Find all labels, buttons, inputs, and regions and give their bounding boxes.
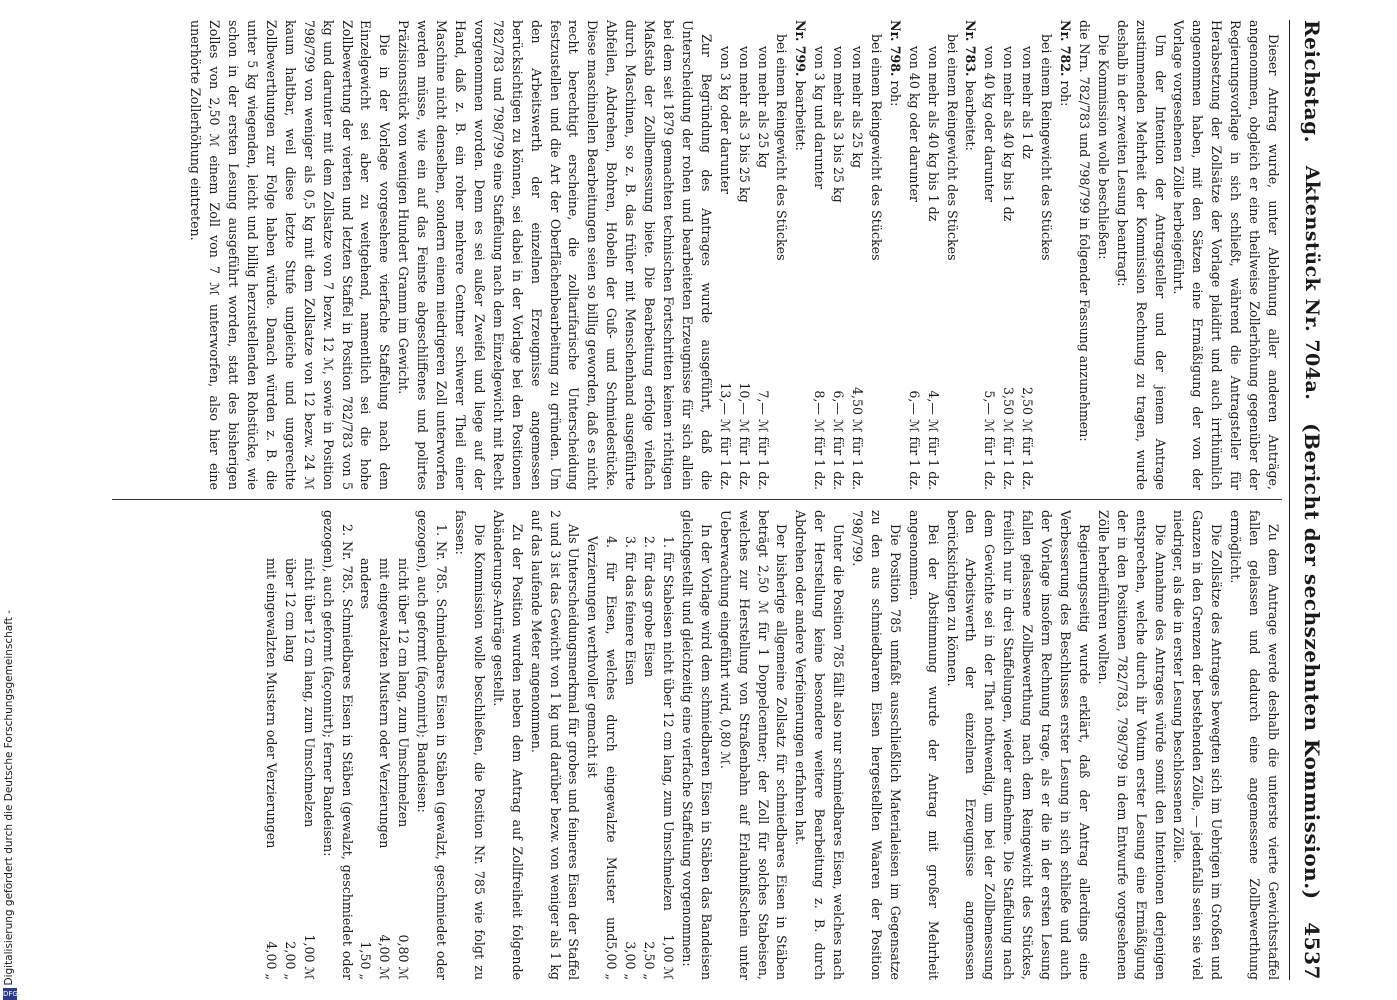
paragraph: Der bisherige allgemeine Zollsatz für schmiedbares Eisen in Stäben beträgt 2,50 ℳ für 1 Doppelcentner; der Zoll für solches Stabeisen, welches zur Herstellung von Straßenbahn auf Erlaubnißschein unter Ueberwachung eingeführt wird, 0,80 ℳ.	[717, 510, 790, 980]
alternative-intro: 1. Nr. 785. Schmiedbares Eisen in Stäben (gewalzt, geschmiedet oder gezogen), auch geformt (façonnirt); Bandeisen:	[415, 510, 450, 980]
position-label: Nr. 798.	[887, 20, 903, 77]
alternative-intro: 2. Nr. 785. Schmiedbares Eisen in Stäben (gewalzt, geschmiedet oder gezogen), auch geformt (façonnirt); ferner Bandeisen:	[320, 510, 355, 980]
staffel-row: 4. für Eisen, welches durch eingewalzte Muster und Verzierungen werthvoller gemacht ist 5,00 „	[585, 536, 620, 980]
paragraph: Zu der Position wurden neben dem Antrag auf Zollfreiheit folgende Abänderungs-Anträge gestellt.	[490, 510, 525, 980]
tariff-row: von mehr als 3 bis 25 kg 10,— ℳ für 1 dz.	[736, 46, 752, 490]
tariff-row: von mehr als 40 kg bis 1 dz 3,50 ℳ für 1 dz.	[1001, 46, 1017, 490]
page-header	[1294, 20, 1330, 980]
left-column	[122, 20, 1282, 490]
tariff-row: von 40 kg oder darunter 6,— ℳ für 1 dz.	[906, 46, 922, 490]
paragraph: Die Annahme des Antrages würde somit den Intentionen derjenigen entsprechen, welche durch ihr Votum erster Lesung eine Ermäßigung der in den Positionen 782/783, 798/799 in dem Entwurfe vorgesehenen Zölle herbeiführen wollten.	[1095, 510, 1168, 980]
position-state: roh:	[1058, 80, 1074, 107]
tariff-row: von 3 kg oder darunter 13,— ℳ für 1 dz.	[717, 46, 733, 490]
position-intro: bei einem Reingewicht des Stückes	[868, 34, 884, 261]
tariff-row: von mehr als 1 dz 2,50 ℳ für 1 dz.	[1020, 46, 1036, 490]
paragraph: Zu dem Antrage werde deshalb die unterste vierte Gewichtsstaffel fallen gelassen und dadurch eine angemessene Zollbewerthung ermöglicht.	[1228, 510, 1281, 980]
paragraph: Dieser Antrag wurde, unter Ablehnung aller anderen Anträge, angenommen, obgleich er eine theilweise Zollerhöhung gegenüber der Regierungsvorlage in sich schließt, während die Antragsteller für Herabsetzung der Zollsätze der Vorlage plaidirt und auch irrthümlich angenommen haben, mit den Sätzen eine Ermäßigung der von der Vorlage vorgesehenen Zölle herbeigeführt.	[1171, 20, 1281, 490]
tariff-row: von 40 kg oder darunter 5,— ℳ für 1 dz.	[982, 46, 998, 490]
paragraph: Regierungsseitig wurde erklärt, daß der Antrag allerdings eine Verbesserung des Beschlusses erster Lesung in sich schließe und auch der Vorlage insofern Rechnung trage, als er die in der ersten Lesung fallen gelassene Zollbewerthung nach dem Reingewicht des Stückes, freilich nur in drei Staffelungen, wieder aufnehme. Die Staffelung nach dem Gewichte sei in der That nothwendig, um bei der Zollbemessung den Arbeitswerth der einzelnen Erzeugnisse angemessen berücksichtigen zu können.	[944, 510, 1092, 980]
paragraph: Als Unterscheidungsmerkmal für grobes und feineres Eisen der Staffel 2 und 3 ist das Gewicht von 1 kg und darüber bezw. von weniger als 1 kg auf das laufende Meter angenommen.	[528, 510, 582, 980]
column-divider	[112, 499, 1282, 500]
header-rule	[1289, 20, 1290, 980]
staffel-row: 3. für das feinere Eisen 3,00 „	[623, 536, 639, 980]
position-state: bearbeitet:	[963, 80, 979, 151]
page-number: 4537	[1300, 922, 1324, 980]
tariff-row: von 3 kg und darunter 8,— ℳ für 1 dz.	[812, 46, 828, 490]
resolution-text: die Nrn. 782/783 und 798/799 in folgender Fassung anzunehmen:	[1076, 20, 1092, 442]
tariff-row: anderes 1,50 „	[358, 558, 374, 980]
document-page	[100, 0, 1340, 1000]
tariff-row: mit eingewalzten Mustern oder Verzierungen 4,00 ℳ	[377, 558, 393, 980]
tariff-row: von mehr als 3 bis 25 kg 6,— ℳ für 1 dz.	[831, 46, 847, 490]
position-intro: bei einem Reingewicht des Stückes	[774, 34, 790, 261]
tariff-row: von mehr als 40 kg bis 1 dz 4,— ℳ für 1 dz.	[925, 46, 941, 490]
digitization-credit	[0, 0, 22, 1000]
position-state: roh:	[887, 80, 903, 107]
paragraph: Bei der Abstimmung wurde der Antrag mit großer Mehrheit angenommen.	[906, 510, 941, 980]
tariff-row: nicht über 12 cm lang, zum Umschmelzen 1,00 ℳ	[301, 558, 317, 980]
paragraph: Die in der Vorlage vorgesehene vierfache Staffelung nach dem Einzelgewicht sei aber zu weitgehend, namentlich sei die hohe Zollbewertung der vierten und letzten Staffel in Position 782/783 von 5 kg und darunter mit dem Zollsatze von 7 bezw. 12 ℳ, sowie in Position 798/799 von weniger als 0,5 kg mit dem Zollsatze von 12 bezw. 24 ℳ kaum haltbar, weil diese letzte Stufe ungleiche und ungerechte Zollbewerthungen zur Folge haben würde. Danach würden z. B. die unter 5 kg wiegenden, leicht und billig herzustellenden Rohstücke, wie schon in der ersten Lesung ausgeführt worden, statt des bisherigen Zolles von 2,50 ℳ einem Zoll von 7 ℳ unterworfen, also hier eine unerhörte Zollerhöhung eintreten.	[188, 20, 393, 490]
position-state: bearbeitet:	[793, 80, 809, 151]
position-label: Nr. 783.	[963, 20, 979, 77]
header-left: Reichstag.	[1300, 20, 1324, 144]
paragraph: Zur Begründung des Antrages wurde ausgeführt, daß die Unterscheidung der rohen und bearbeiteten Erzeugnisse für sich allein bei dem seit 1879 gemachten technischen Fortschritten keinen richtigen Maßstab der Zollbemessung biete. Die Bearbeitung erfolge vielfach durch Maschinen, so z. B. das früher mit Menschenhand ausgeführte Abfeilen, Abdrehen, Bohren, Hobeln der Guß- und Schmiedestücke. Diese maschinellen Bearbeitungen seien so billig geworden, daß es nicht recht berechtigt erscheine, die zolltarifarische Unterscheidung festzustellen und die Art der Oberflächenbearbeitung zu gründen. Um den Arbeitswerth der einzelnen Erzeugnisse angemessen berücksichtigen zu können, sei dabei in der Vorlage bei den Positionen 782/783 und 798/799 eine Staffelung nach dem Einzelgewicht mit Recht vorgenommen worden. Denn es sei außer Zweifel und liege auf der Hand, daß z. B. ein roher mehrere Centner schwerer Theil einer Maschine nicht denselben, sondern einem niedrigeren Zoll unterworfen werden müsse, wie ein auf das Feinste abgeschliffenes und polirtes Präzisionsstück von wenigen Hundert Gramm im Gewicht.	[396, 20, 714, 490]
paragraph: Um der Intention der Antragsteller und der jenem Antrage zustimmenden Mehrheit der Kommission Rechnung zu tragen, wurde deshalb in der zweiten Lesung beantragt:	[1114, 20, 1168, 490]
paragraph: Die Zollsätze des Antrages bewegten sich im Uebrigen im Großen und Ganzen in den Grenzen der bestehenden Zölle, — jedenfalls seien sie viel niedriger, als die in erster Lesung beschlossenen Zölle.	[1171, 510, 1225, 980]
tariff-row: von mehr als 25 kg 7,— ℳ für 1 dz.	[755, 46, 771, 490]
paragraph: Die Kommission wolle beschließen:	[1095, 34, 1111, 260]
staffel-row: 1. für Stabeisen nicht über 12 cm lang, zum Umschmelzen 1,00 ℳ	[661, 536, 676, 980]
tariff-row: von mehr als 25 kg 4,50 ℳ für 1 dz.	[850, 46, 866, 490]
tariff-row: nicht über 12 cm lang, zum Umschmelzen 0,80 ℳ	[396, 558, 412, 980]
position-label: Nr. 799.	[793, 20, 809, 77]
paragraph: In der Vorlage wird dem schmiedbaren Eisen in Stäben das Bandeisen gleichgestellt und gleichzeitig eine vierfache Staffelung vorgenommen:	[679, 510, 714, 980]
position-label: Nr. 782.	[1058, 20, 1074, 77]
paragraph: Die Position 785 umfaßt ausschließlich Materialeisen im Gegensatze zu den aus schmiedbarem Eisen hergestellten Waaren der Position 798/799.	[850, 510, 903, 980]
header-middle: Aktenstück Nr. 704a.	[1301, 165, 1323, 401]
paragraph: Die Kommission wolle beschließen, die Position Nr. 785 wie folgt zu fassen:	[453, 510, 487, 980]
tariff-row: über 12 cm lang 2,00 „	[282, 558, 298, 980]
position-intro: bei einem Reingewicht des Stückes	[944, 34, 960, 261]
staffel-row: 2. für das grobe Eisen 2,50 „	[642, 536, 658, 980]
credit-text: Digitalisierung gefördert durch die Deutsche Forschungsgemeinschaft -	[3, 610, 15, 986]
position-intro: bei einem Reingewicht des Stückes	[1039, 34, 1055, 261]
paragraph: Unter die Position 785 fällt also nur schmiedbares Eisen, welches nach der Herstellung keine besondere weitere Bearbeitung z. B. durch Abdrehen oder andere Verfeinerungen erfahren hat.	[793, 510, 847, 980]
header-right-title: (Bericht der sechszehnten Kommission.)	[1300, 423, 1324, 900]
right-column	[122, 510, 1282, 980]
dfg-logo-icon: DFG	[3, 990, 18, 998]
tariff-row: mit eingewalzten Mustern oder Verzierungen 4,00 „	[263, 558, 279, 980]
